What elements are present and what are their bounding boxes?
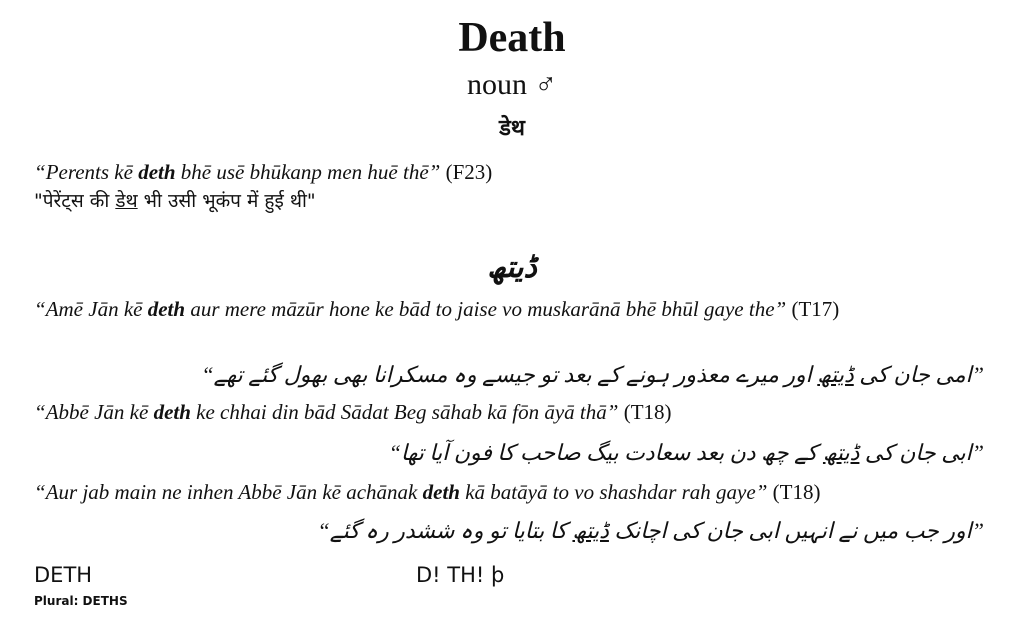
example-1-devanagari: "पेरेंट्स की डेथ भी उसी भूकंप में हुई थी" [34,190,316,212]
urdu-headword: ڈیتھ [487,251,537,284]
example-2-transliteration: “Amē Jān kē deth aur mere māzūr hone ke bād to jaise vo muskarānā bhē bhūl gaye the” (T17) [34,297,840,321]
example-3-urdu: ”ابی جان کی ڈیتھ کے چھ دن بعد سعادت بیگ صاحب کا فون آیا تھا“ [388,440,984,465]
example-4-source: (T18) [772,480,821,504]
example-1-source: (F23) [445,160,493,184]
example-2-urdu: ”امی جان کی ڈیتھ اور میرے معذور ہونے کے بعد تو جیسے وہ مسکرانا بھی بھول گئے تھے“ [201,362,984,387]
devanagari-headword: डेथ [499,116,525,141]
example-3-source: (T18) [623,400,672,424]
example-4-transliteration: “Aur jab main ne inhen Abbē Jān kē achānak deth kā batāyā to vo shashdar rah gaye” (T18) [34,480,821,504]
example-4-urdu: ”اور جب میں نے انہیں ابی جان کی اچانک ڈیتھ کا بتایا تو وہ ششدر رہ گئے“ [317,518,984,543]
spelling-code: DETH [34,563,93,587]
example-2-source: (T17) [791,297,840,321]
plural-form: Plural: DETHS [34,594,128,608]
example-1-transliteration: “Perents kē deth bhē usē bhūkanp men huē thē” (F23) [34,160,493,184]
headword: Death [458,15,566,61]
example-3-transliteration: “Abbē Jān kē deth ke chhai din bād Sādat Beg sāhab kā fōn āyā thā” (T18) [34,400,672,424]
pronunciation-code: D! TH! þ [416,563,505,587]
part-of-speech: noun ♂ [467,68,557,101]
